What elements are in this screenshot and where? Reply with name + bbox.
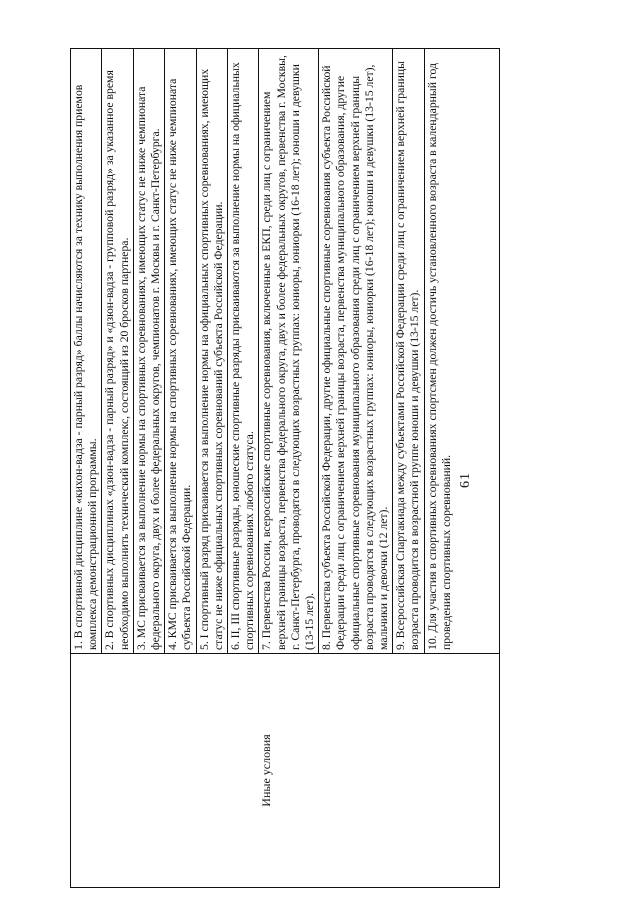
condition-item-5: 5. I спортивный разряд присваивается за выполнение нормы на официальных спортивных соревнованиях, имеющих статус не ниже официальных спортивных соревнований субъекта Российской Федерации. [197, 49, 228, 653]
condition-item-7: 7. Первенства России, всероссийские спортивные соревнования, включенные в ЕКП, среди лиц с ограничением верхней границы возраста, первенства федерального округа, двух и более федеральных округов, первенства г. Москвы, г. Санкт-Петербурга, проводятся в следующих возрастных группах: юниоры, юниорки (16-18 лет); юноши и девушки (13-15 лет). [259, 49, 319, 653]
row-label: Иные условия [259, 734, 273, 807]
condition-item-8: 8. Первенства субъекта Российской Федерации, другие официальные спортивные соревнования субъекта Российской Федерации среди лиц с ограничением верхней границы возраста, первенства муниципального образования, другие официальные спортивные соревнования муниципального образования среди лиц с ограничением верхней границы возраста проводятся в следующих возрастных группах: юниоры, юниорки (16-18 лет); юноши и девушки (13-15 лет), мальчики и девочки (12 лет). [319, 49, 393, 653]
condition-item-3: 3. МС присваивается за выполнение нормы на спортивных соревнованиях, имеющих статус не ниже чемпионата федерального округа, двух и более федеральных округов, чемпионатов г. Москвы и г. Санкт-Петербурга. [134, 49, 165, 653]
condition-item-9: 9. Всероссийская Спартакиада между субъектами Российской Федерации среди лиц с ограничением верхней границы возраста проводится в возрастной группе юноши и девушки (13-15 лет). [393, 49, 424, 653]
content-column [71, 49, 499, 653]
rotated-content [70, 48, 500, 888]
label-column [71, 653, 499, 887]
condition-item-2: 2. В спортивных дисциплинах «дзюн-вадза - парный разряд» и «дзюн-вадза - групповой разряд» за указанное время необходимо выполнить технический комплекс, состоящий из 20 бросков партнера. [102, 49, 133, 653]
page-number: 61 [458, 472, 473, 488]
condition-item-1: 1. В спортивной дисциплине «кихон-вадза - парный разряд» баллы начисляются за технику выполнения приемов комплекса демонстрационной программы. [71, 49, 102, 653]
condition-item-4: 4. КМС присваивается за выполнение нормы на спортивных соревнованиях, имеющих статус не ниже чемпионата субъекта Российской Федерации. [165, 49, 196, 653]
condition-item-6: 6. II, III спортивные разряды, юношеские спортивные разряды присваиваются за выполнение нормы на официальных спортивных соревнованиях любого статуса. [228, 49, 259, 653]
condition-item-10: 10. Для участия в спортивных соревнованиях спортсмен должен достичь установленного возраста в календарный год проведения спортивных соревнований. [425, 63, 453, 650]
conditions-table [70, 48, 500, 888]
